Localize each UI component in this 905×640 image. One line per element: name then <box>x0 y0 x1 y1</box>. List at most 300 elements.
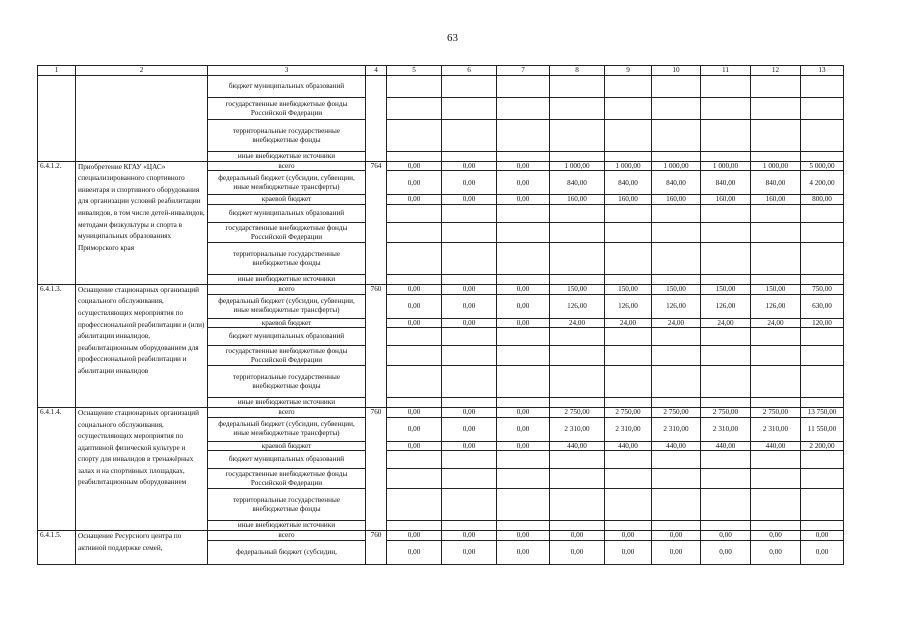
value-cell: 0,00 <box>801 531 844 541</box>
row-code: 6.4.1.3. <box>38 284 76 407</box>
value-cell: 0,00 <box>751 540 801 564</box>
value-cell <box>387 275 442 285</box>
value-cell <box>801 243 844 275</box>
value-cell: 0,00 <box>442 294 497 318</box>
value-cell <box>550 328 605 346</box>
value-cell: 24,00 <box>652 318 701 328</box>
value-cell: 0,00 <box>387 318 442 328</box>
value-cell <box>605 223 652 243</box>
value-cell <box>387 98 442 120</box>
source-cell: бюджет муниципальных образований <box>208 328 366 346</box>
value-cell: 0,00 <box>751 531 801 541</box>
value-cell: 160,00 <box>652 195 701 205</box>
value-cell <box>701 451 751 469</box>
value-cell <box>605 328 652 346</box>
value-cell <box>701 366 751 398</box>
value-cell: 0,00 <box>605 540 652 564</box>
row-code: 6.4.1.5. <box>38 531 76 565</box>
value-cell <box>652 469 701 489</box>
header-cell: 7 <box>497 66 550 76</box>
value-cell <box>442 328 497 346</box>
value-cell: 0,00 <box>387 540 442 564</box>
value-cell <box>751 521 801 531</box>
value-cell <box>652 398 701 408</box>
value-cell: 0,00 <box>801 540 844 564</box>
value-cell: 840,00 <box>605 171 652 195</box>
row-name: Оснащение Ресурсного центра по активной поддержке семей, <box>76 531 208 565</box>
value-cell <box>751 275 801 285</box>
value-cell: 0,00 <box>442 318 497 328</box>
grbs-cell: 764 <box>366 161 387 284</box>
value-cell <box>701 76 751 98</box>
value-cell: 0,00 <box>442 407 497 417</box>
value-cell <box>801 521 844 531</box>
value-cell <box>387 489 442 521</box>
value-cell <box>550 469 605 489</box>
header-cell: 5 <box>387 66 442 76</box>
value-cell <box>605 205 652 223</box>
value-cell: 630,00 <box>801 294 844 318</box>
value-cell: 4 200,00 <box>801 171 844 195</box>
value-cell <box>550 366 605 398</box>
value-cell <box>387 76 442 98</box>
value-cell <box>387 346 442 366</box>
code-cell <box>38 76 76 162</box>
value-cell: 2 310,00 <box>550 417 605 441</box>
value-cell <box>442 98 497 120</box>
value-cell <box>605 275 652 285</box>
source-cell: краевой бюджет <box>208 441 366 451</box>
value-cell <box>751 120 801 152</box>
value-cell <box>801 205 844 223</box>
value-cell: 0,00 <box>652 540 701 564</box>
value-cell <box>497 469 550 489</box>
value-cell <box>652 152 701 162</box>
value-cell <box>605 521 652 531</box>
value-cell <box>550 398 605 408</box>
value-cell: 0,00 <box>442 284 497 294</box>
value-cell <box>701 346 751 366</box>
value-cell <box>387 366 442 398</box>
value-cell: 0,00 <box>605 531 652 541</box>
name-cell <box>76 76 208 162</box>
value-cell: 2 310,00 <box>751 417 801 441</box>
value-cell: 160,00 <box>701 195 751 205</box>
value-cell <box>801 76 844 98</box>
value-cell: 150,00 <box>701 284 751 294</box>
value-cell <box>387 451 442 469</box>
value-cell <box>550 346 605 366</box>
value-cell <box>701 152 751 162</box>
value-cell: 160,00 <box>751 195 801 205</box>
value-cell <box>605 346 652 366</box>
value-cell: 0,00 <box>387 531 442 541</box>
header-cell: 6 <box>442 66 497 76</box>
value-cell <box>751 489 801 521</box>
grbs-cell <box>366 76 387 162</box>
value-cell: 160,00 <box>550 195 605 205</box>
table-row <box>38 407 844 417</box>
value-cell <box>442 489 497 521</box>
value-cell <box>751 98 801 120</box>
value-cell <box>801 98 844 120</box>
value-cell: 0,00 <box>442 195 497 205</box>
value-cell <box>751 328 801 346</box>
value-cell <box>751 152 801 162</box>
value-cell: 0,00 <box>387 441 442 451</box>
table-row <box>38 284 844 294</box>
value-cell <box>701 205 751 223</box>
grbs-cell: 760 <box>366 284 387 407</box>
source-cell: иные внебюджетные источники <box>208 275 366 285</box>
value-cell <box>652 521 701 531</box>
value-cell: 840,00 <box>701 171 751 195</box>
value-cell <box>605 469 652 489</box>
value-cell: 1 000,00 <box>550 161 605 171</box>
value-cell <box>442 366 497 398</box>
value-cell: 0,00 <box>497 318 550 328</box>
source-cell: бюджет муниципальных образований <box>208 205 366 223</box>
value-cell: 750,00 <box>801 284 844 294</box>
value-cell: 2 310,00 <box>701 417 751 441</box>
value-cell <box>605 451 652 469</box>
value-cell: 0,00 <box>387 171 442 195</box>
value-cell <box>442 275 497 285</box>
header-cell: 4 <box>366 66 387 76</box>
value-cell: 24,00 <box>605 318 652 328</box>
source-cell: территориальные государственные внебюджетные фонды <box>208 366 366 398</box>
row-name: Приобретение КГАУ «ЦАС» специализированного спортивного инвентаря и спортивного оборудования для организации условий реабилитации инвалидов, в том числе детей-инвалидов, методами физкультуры и спорта в муниципальных образованиях Приморского края <box>76 161 208 284</box>
value-cell <box>701 328 751 346</box>
value-cell: 126,00 <box>550 294 605 318</box>
value-cell: 150,00 <box>751 284 801 294</box>
value-cell: 2 750,00 <box>751 407 801 417</box>
value-cell <box>701 223 751 243</box>
value-cell <box>701 469 751 489</box>
value-cell: 2 310,00 <box>605 417 652 441</box>
value-cell: 440,00 <box>605 441 652 451</box>
value-cell <box>751 243 801 275</box>
value-cell <box>387 469 442 489</box>
value-cell <box>701 398 751 408</box>
value-cell <box>550 152 605 162</box>
value-cell: 0,00 <box>387 417 442 441</box>
value-cell <box>442 120 497 152</box>
value-cell <box>550 451 605 469</box>
value-cell <box>652 451 701 469</box>
value-cell <box>497 328 550 346</box>
value-cell <box>442 521 497 531</box>
value-cell <box>605 489 652 521</box>
value-cell: 2 750,00 <box>550 407 605 417</box>
value-cell: 126,00 <box>652 294 701 318</box>
source-cell: всего <box>208 407 366 417</box>
value-cell <box>442 205 497 223</box>
value-cell <box>497 76 550 98</box>
source-cell: федеральный бюджет (субсидии, <box>208 540 366 564</box>
continuation-row <box>38 76 844 98</box>
value-cell <box>442 346 497 366</box>
source-cell: территориальные государственные внебюджетные фонды <box>208 120 366 152</box>
value-cell: 0,00 <box>387 195 442 205</box>
value-cell <box>387 152 442 162</box>
value-cell <box>801 451 844 469</box>
value-cell: 0,00 <box>387 407 442 417</box>
grbs-cell: 760 <box>366 531 387 565</box>
value-cell <box>605 76 652 98</box>
value-cell <box>497 243 550 275</box>
value-cell: 0,00 <box>387 161 442 171</box>
value-cell: 0,00 <box>497 417 550 441</box>
value-cell: 840,00 <box>550 171 605 195</box>
value-cell <box>652 275 701 285</box>
value-cell: 2 750,00 <box>701 407 751 417</box>
source-cell: иные внебюджетные источники <box>208 152 366 162</box>
value-cell <box>801 346 844 366</box>
value-cell <box>751 346 801 366</box>
value-cell <box>801 120 844 152</box>
value-cell <box>442 223 497 243</box>
value-cell: 0,00 <box>497 441 550 451</box>
header-cell: 3 <box>208 66 366 76</box>
value-cell <box>801 223 844 243</box>
value-cell <box>497 152 550 162</box>
source-cell: всего <box>208 161 366 171</box>
value-cell: 440,00 <box>751 441 801 451</box>
value-cell <box>550 205 605 223</box>
value-cell <box>497 346 550 366</box>
value-cell <box>801 275 844 285</box>
value-cell <box>605 243 652 275</box>
value-cell: 800,00 <box>801 195 844 205</box>
value-cell: 126,00 <box>751 294 801 318</box>
value-cell <box>550 521 605 531</box>
value-cell <box>497 398 550 408</box>
value-cell <box>497 521 550 531</box>
value-cell <box>652 366 701 398</box>
value-cell: 0,00 <box>497 407 550 417</box>
value-cell: 13 750,00 <box>801 407 844 417</box>
source-cell: федеральный бюджет (субсидии, субвенции, иные межбюджетные трансферты) <box>208 294 366 318</box>
value-cell <box>751 451 801 469</box>
value-cell <box>652 243 701 275</box>
value-cell <box>605 152 652 162</box>
source-cell: территориальные государственные внебюджетные фонды <box>208 489 366 521</box>
value-cell <box>387 243 442 275</box>
value-cell <box>652 328 701 346</box>
value-cell <box>442 451 497 469</box>
budget-table <box>37 65 844 565</box>
value-cell <box>701 521 751 531</box>
value-cell: 2 750,00 <box>652 407 701 417</box>
header-cell: 9 <box>605 66 652 76</box>
value-cell <box>550 76 605 98</box>
source-cell: бюджет муниципальных образований <box>208 76 366 98</box>
value-cell: 150,00 <box>652 284 701 294</box>
value-cell <box>497 366 550 398</box>
value-cell <box>550 275 605 285</box>
value-cell: 150,00 <box>550 284 605 294</box>
value-cell: 2 750,00 <box>605 407 652 417</box>
table-row <box>38 531 844 541</box>
value-cell: 11 550,00 <box>801 417 844 441</box>
value-cell <box>605 120 652 152</box>
source-cell: всего <box>208 531 366 541</box>
row-name: Оснащение стационарных организаций социального обслуживания, осуществляющих мероприятия по профессиональной реабилитации и (или) абилитации инвалидов, реабилитационным оборудованием для профессиональной реабилитации и абилитации инвалидов <box>76 284 208 407</box>
value-cell <box>442 152 497 162</box>
value-cell: 5 000,00 <box>801 161 844 171</box>
value-cell: 0,00 <box>442 441 497 451</box>
header-cell: 8 <box>550 66 605 76</box>
value-cell <box>550 120 605 152</box>
value-cell <box>497 489 550 521</box>
source-cell: краевой бюджет <box>208 195 366 205</box>
value-cell <box>751 469 801 489</box>
source-cell: иные внебюджетные источники <box>208 398 366 408</box>
grbs-cell: 760 <box>366 407 387 530</box>
value-cell: 0,00 <box>442 161 497 171</box>
value-cell <box>442 76 497 98</box>
value-cell: 0,00 <box>497 531 550 541</box>
source-cell: бюджет муниципальных образований <box>208 451 366 469</box>
value-cell: 126,00 <box>605 294 652 318</box>
value-cell <box>652 205 701 223</box>
value-cell <box>701 275 751 285</box>
header-cell: 1 <box>38 66 76 76</box>
value-cell: 440,00 <box>652 441 701 451</box>
value-cell <box>550 489 605 521</box>
source-cell: федеральный бюджет (субсидии, субвенции, иные межбюджетные трансферты) <box>208 417 366 441</box>
row-name: Оснащение стационарных организаций социального обслуживания, осуществляющих мероприятия по адаптивной физической культуре и спорту для инвалидов в тренажёрных залах и на спортивных площадках, реабилитационным оборудованием <box>76 407 208 530</box>
value-cell <box>652 223 701 243</box>
source-cell: краевой бюджет <box>208 318 366 328</box>
value-cell: 0,00 <box>550 540 605 564</box>
header-cell: 13 <box>801 66 844 76</box>
value-cell: 0,00 <box>442 531 497 541</box>
table-row <box>38 161 844 171</box>
value-cell <box>801 152 844 162</box>
value-cell <box>801 469 844 489</box>
value-cell <box>387 205 442 223</box>
value-cell <box>497 223 550 243</box>
value-cell <box>701 120 751 152</box>
value-cell <box>751 398 801 408</box>
value-cell: 0,00 <box>497 540 550 564</box>
value-cell <box>652 489 701 521</box>
value-cell: 0,00 <box>497 294 550 318</box>
value-cell <box>751 366 801 398</box>
value-cell <box>497 275 550 285</box>
source-cell: государственные внебюджетные фонды Российской Федерации <box>208 346 366 366</box>
value-cell: 840,00 <box>652 171 701 195</box>
value-cell: 160,00 <box>605 195 652 205</box>
value-cell <box>497 451 550 469</box>
row-code: 6.4.1.4. <box>38 407 76 530</box>
source-cell: всего <box>208 284 366 294</box>
value-cell <box>701 489 751 521</box>
value-cell: 0,00 <box>701 531 751 541</box>
value-cell <box>387 521 442 531</box>
value-cell <box>497 98 550 120</box>
value-cell <box>751 76 801 98</box>
value-cell: 0,00 <box>387 294 442 318</box>
value-cell <box>652 76 701 98</box>
row-code: 6.4.1.2. <box>38 161 76 284</box>
value-cell: 440,00 <box>701 441 751 451</box>
value-cell <box>387 398 442 408</box>
value-cell <box>652 346 701 366</box>
header-cell: 12 <box>751 66 801 76</box>
value-cell <box>550 223 605 243</box>
value-cell: 24,00 <box>751 318 801 328</box>
value-cell <box>652 120 701 152</box>
source-cell: федеральный бюджет (субсидии, субвенции, иные межбюджетные трансферты) <box>208 171 366 195</box>
value-cell <box>550 98 605 120</box>
value-cell: 0,00 <box>442 171 497 195</box>
page-number: 63 <box>447 32 458 44</box>
value-cell <box>550 243 605 275</box>
value-cell: 840,00 <box>751 171 801 195</box>
value-cell <box>605 366 652 398</box>
value-cell <box>497 120 550 152</box>
value-cell: 0,00 <box>550 531 605 541</box>
value-cell: 126,00 <box>701 294 751 318</box>
header-cell: 2 <box>76 66 208 76</box>
value-cell: 0,00 <box>497 161 550 171</box>
value-cell: 0,00 <box>497 171 550 195</box>
value-cell: 440,00 <box>550 441 605 451</box>
source-cell: территориальные государственные внебюджетные фонды <box>208 243 366 275</box>
value-cell: 1 000,00 <box>605 161 652 171</box>
value-cell <box>387 120 442 152</box>
value-cell <box>442 398 497 408</box>
source-cell: государственные внебюджетные фонды Российской Федерации <box>208 98 366 120</box>
source-cell: иные внебюджетные источники <box>208 521 366 531</box>
value-cell <box>751 223 801 243</box>
value-cell: 0,00 <box>497 284 550 294</box>
value-cell: 0,00 <box>701 540 751 564</box>
header-row <box>38 66 844 76</box>
value-cell: 2 200,00 <box>801 441 844 451</box>
header-cell: 10 <box>652 66 701 76</box>
value-cell <box>801 328 844 346</box>
value-cell <box>442 243 497 275</box>
value-cell <box>751 205 801 223</box>
value-cell: 0,00 <box>497 195 550 205</box>
value-cell <box>605 98 652 120</box>
value-cell: 24,00 <box>550 318 605 328</box>
value-cell: 0,00 <box>387 284 442 294</box>
value-cell <box>801 398 844 408</box>
source-cell: государственные внебюджетные фонды Российской Федерации <box>208 223 366 243</box>
value-cell: 1 000,00 <box>751 161 801 171</box>
value-cell <box>652 98 701 120</box>
value-cell <box>387 328 442 346</box>
value-cell <box>701 243 751 275</box>
value-cell <box>497 205 550 223</box>
value-cell: 0,00 <box>442 417 497 441</box>
value-cell: 24,00 <box>701 318 751 328</box>
value-cell <box>701 98 751 120</box>
value-cell: 0,00 <box>652 531 701 541</box>
value-cell <box>801 489 844 521</box>
value-cell: 1 000,00 <box>652 161 701 171</box>
value-cell: 120,00 <box>801 318 844 328</box>
value-cell <box>605 398 652 408</box>
value-cell <box>801 366 844 398</box>
header-cell: 11 <box>701 66 751 76</box>
value-cell: 150,00 <box>605 284 652 294</box>
